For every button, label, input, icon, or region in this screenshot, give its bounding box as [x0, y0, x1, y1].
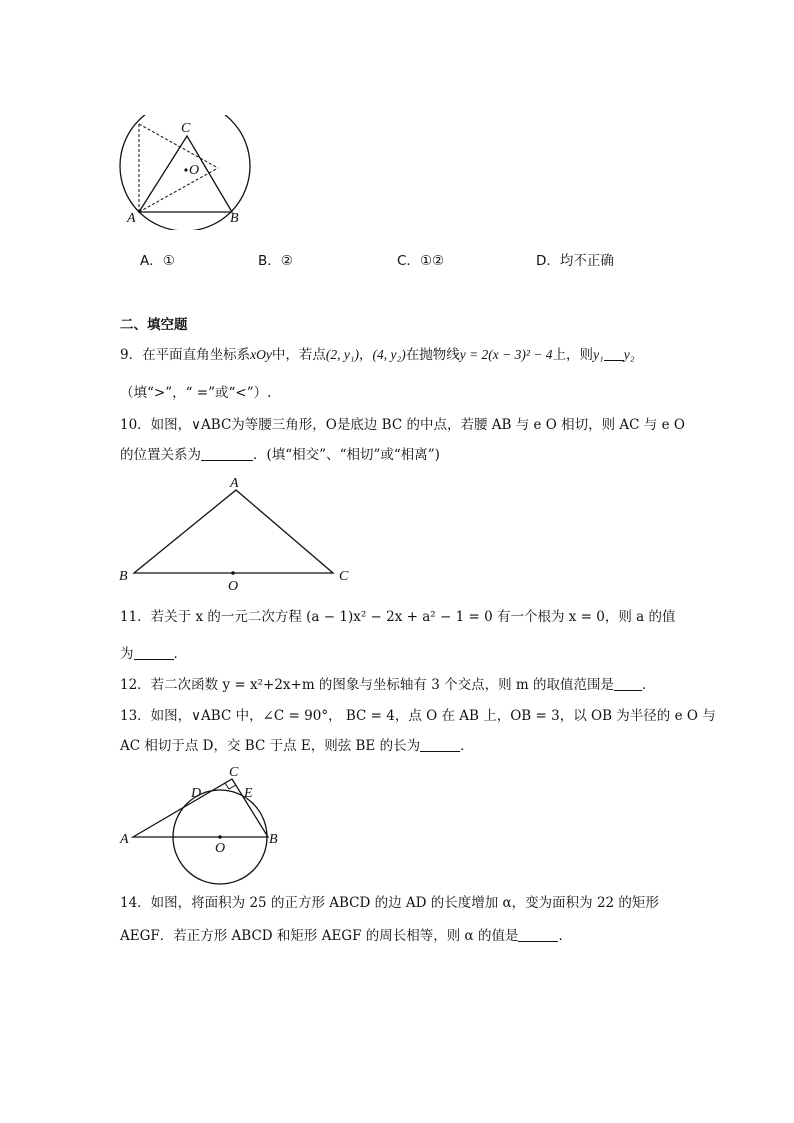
- question-9-line1: 9．在平面直角坐标系xOy中，若点(2, y₁)，(4, y₂)在抛物线y = 2(x − 3)² − 4上，则y₁ y₂: [120, 347, 635, 363]
- label-A: A: [127, 211, 136, 226]
- fig13-label-D: D: [191, 786, 202, 801]
- answer-blank-12[interactable]: [614, 676, 642, 691]
- fig10-label-A: A: [230, 476, 239, 491]
- fig13-label-O: O: [215, 841, 226, 856]
- figure-circle-triangle: [112, 115, 272, 230]
- question-11-line2: 为 ．: [120, 646, 187, 662]
- question-14-line2: AEGF．若正方形 ABCD 和矩形 AEGF 的周长相等，则 α 的值是 ．: [120, 928, 572, 944]
- question-13-line2: AC 相切于点 D，交 BC 于点 E，则弦 BE 的长为 ．: [120, 738, 474, 754]
- option-d[interactable]: D．均不正确: [536, 253, 614, 269]
- fig10-label-B: B: [119, 569, 128, 584]
- figure-right-triangle-circle: [115, 760, 290, 885]
- label-O: O: [189, 163, 200, 178]
- option-c[interactable]: C．①②: [397, 253, 445, 269]
- answer-blank-10[interactable]: [201, 446, 253, 461]
- question-10-line2: 的位置关系为 ．(填“相交”、“相切”或“相离”): [120, 447, 440, 463]
- question-12-line1: 12．若二次函数 y = x²+2x+m 的图象与坐标轴有 3 个交点，则 m 的取值范围是 ．: [120, 677, 656, 693]
- answer-blank-9[interactable]: [604, 346, 624, 361]
- question-14-line1: 14．如图，将面积为 25 的正方形 ABCD 的边 AD 的长度增加 α，变为面积为 22 的矩形: [120, 895, 659, 911]
- fig10-label-C: C: [339, 569, 349, 584]
- section-title: 二、填空题: [120, 317, 188, 333]
- answer-blank-11[interactable]: [134, 645, 174, 660]
- option-a[interactable]: A．①: [140, 253, 175, 269]
- fig10-label-O: O: [228, 579, 239, 594]
- figure-isosceles-triangle: [115, 470, 360, 595]
- question-10-line1: 10．如图，∨ABC为等腰三角形，O是底边 BC 的中点，若腰 AB 与 e O 相切，则 AC 与 e O: [120, 417, 685, 433]
- label-B: B: [230, 211, 239, 226]
- question-11-line1: 11．若关于 x 的一元二次方程 (a − 1)x² − 2x + a² − 1 = 0 有一个根为 x = 0，则 a 的值: [120, 609, 676, 625]
- answer-blank-13[interactable]: [420, 737, 460, 752]
- fig13-label-E: E: [244, 786, 253, 801]
- fig13-label-B: B: [269, 832, 278, 847]
- fig13-label-C: C: [229, 765, 239, 780]
- option-b[interactable]: B．②: [258, 253, 293, 269]
- fig13-label-A: A: [120, 832, 129, 847]
- question-9-line2: （填“>”，“ =”或“<”）.: [120, 385, 272, 401]
- question-13-line1: 13．如图，∨ABC 中，∠C = 90°， BC = 4，点 O 在 AB 上，OB = 3，以 OB 为半径的 e O 与: [120, 708, 716, 724]
- answer-blank-14[interactable]: [518, 927, 558, 942]
- label-C: C: [181, 121, 191, 136]
